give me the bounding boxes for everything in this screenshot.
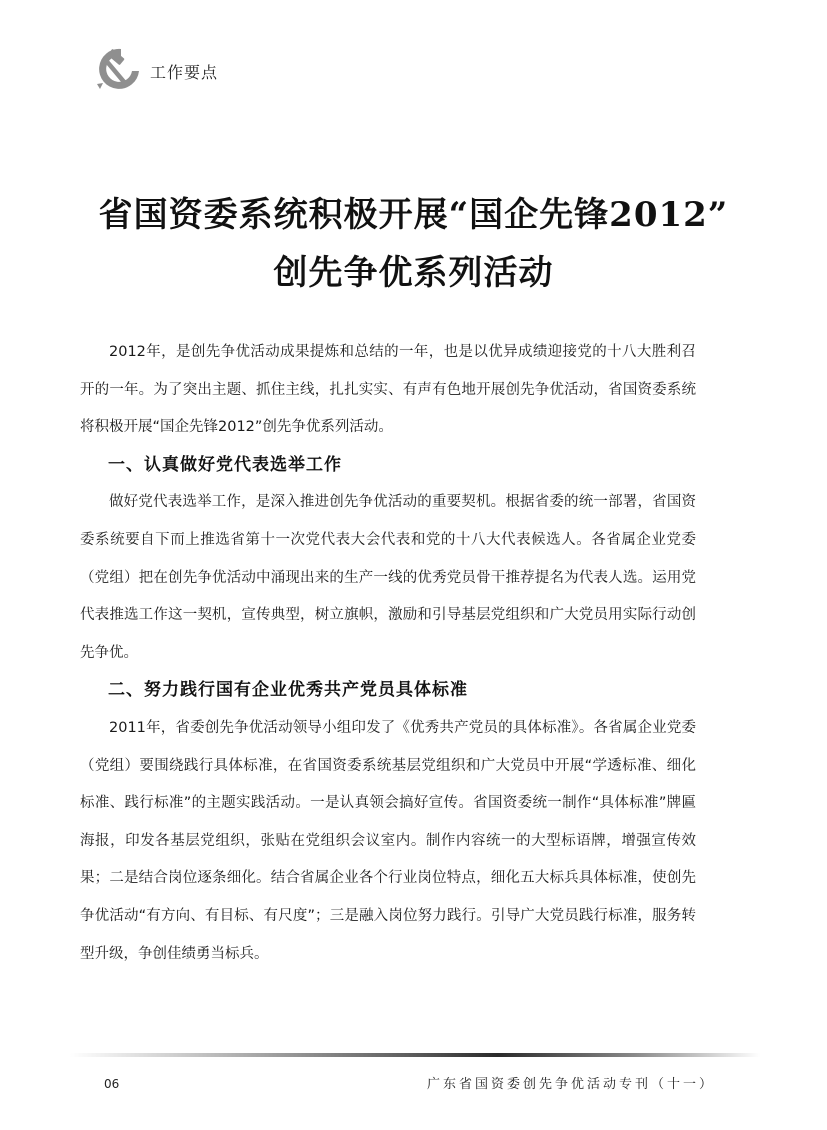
hammer-sickle-icon xyxy=(92,44,144,94)
section-heading-2: 二、努力践行国有企业优秀共产党员具体标准 xyxy=(108,680,468,701)
article-body xyxy=(80,334,696,973)
title-line-2: 创先争优系列活动 xyxy=(273,253,554,293)
article-title xyxy=(60,186,767,302)
section-paragraph-2: 2011年，省委创先争优活动领导小组印发了《优秀共产党员的具体标准》。各省属企业党委（党组）要围绕践行具体标准，在省国资委系统基层党组织和广大党员中开展“学透标准、细化标准、践行标准”的主题实践活动。一是认真领会搞好宣传。省国资委统一制作“具体标准”牌匾海报，印发各基层党组织，张贴在党组织会议室内。制作内容统一的大型标语牌，增强宣传效果；二是结合岗位逐条细化。结合省属企业各个行业岗位特点，细化五大标兵具体标准，使创先争优活动“有方向、有目标、有尺度”；三是融入岗位努力践行。引导广大党员践行标准，服务转型升级，争创佳绩勇当标兵。 xyxy=(80,719,696,962)
intro-paragraph: 2012年，是创先争优活动成果提炼和总结的一年，也是以优异成绩迎接党的十八大胜利召开的一年。为了突出主题、抓住主线，扎扎实实、有声有色地开展创先争优活动，省国资委系统将积极开展“国企先锋2012”创先争优系列活动。 xyxy=(80,344,696,436)
footer-divider xyxy=(70,1053,760,1057)
publication-name: 广东省国资委创先争优活动专刊（十一） xyxy=(426,1077,715,1092)
title-line-1: 省国资委系统积极开展“国企先锋2012” xyxy=(98,195,729,235)
section-heading-1: 一、认真做好党代表选举工作 xyxy=(108,454,342,475)
section-paragraph-1: 做好党代表选举工作，是深入推进创先争优活动的重要契机。根据省委的统一部署，省国资委系统要自下而上推选省第十一次党代表大会代表和党的十八大代表候选人。各省属企业党委（党组）把在创先争优活动中涌现出来的生产一线的优秀党员骨干推荐提名为代表人选。运用党代表推选工作这一契机，宣传典型，树立旗帜，激励和引导基层党组织和广大党员用实际行动创先争优。 xyxy=(80,494,696,661)
section-label: 工作要点 xyxy=(150,63,219,82)
page-number: 06 xyxy=(104,1077,120,1091)
